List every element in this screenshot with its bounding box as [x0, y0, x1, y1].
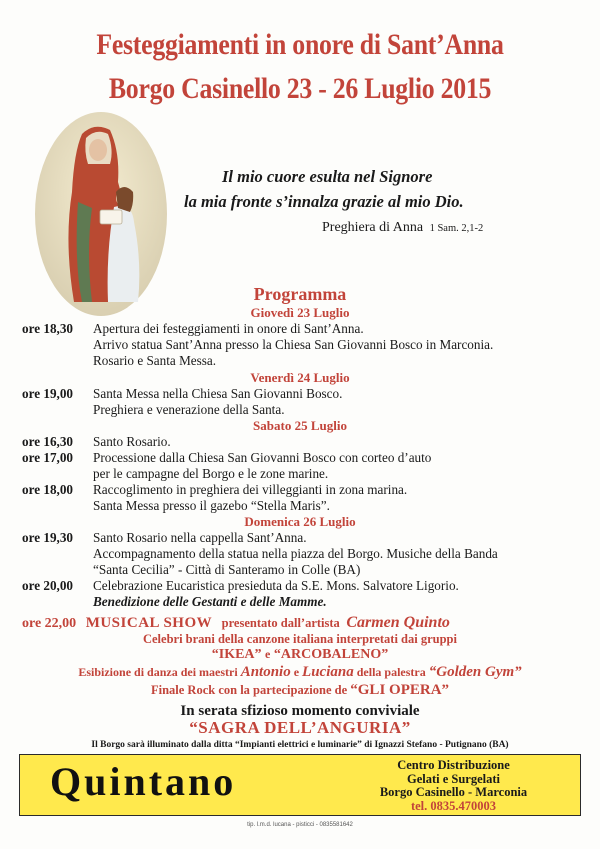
show-groups: [0, 647, 600, 663]
sponsor-line: Gelati e Surgelati: [406, 771, 501, 786]
entry-time: ore 17,00: [22, 450, 74, 465]
sponsor-details: [346, 759, 561, 813]
entry-text: Santo Rosario.: [93, 434, 171, 449]
group-and: e: [265, 647, 271, 661]
entry-time: ore 18,30: [22, 321, 74, 336]
day-heading: Domenica 26 Luglio: [244, 514, 356, 529]
entry-time: ore 18,00: [22, 482, 74, 497]
group-2: “ARCOBALENO”: [273, 647, 389, 662]
page-subtitle: Borgo Casinello 23 - 26 Luglio 2015: [108, 72, 492, 105]
lighting-note: Il Borgo sarà illuminato dalla ditta “Impianti elettrici e luminarie” di Ignazzi Stefano - Putignano (BA): [91, 740, 509, 750]
entry-text: Celebrazione Eucaristica presieduta da S.E. Mons. Salvatore Ligorio.: [93, 578, 459, 593]
evening-line: In serata sfizioso momento conviviale: [180, 703, 420, 719]
rock-prefix: Finale Rock con la partecipazione de: [150, 683, 348, 697]
show-presented-by: presentato dall’artista: [221, 616, 340, 630]
dancer-2: Luciana: [302, 664, 354, 680]
entry-text: Raccoglimento in preghiera dei villeggianti in zona marina.: [93, 482, 408, 497]
dance-prefix: Esibizione di danza dei maestri: [78, 665, 238, 679]
quote-line-1: Il mio cuore esulta nel Signore: [222, 167, 433, 186]
sagra-title: “SAGRA DELL’ANGURIA”: [189, 718, 411, 737]
quote-attribution-text: Preghiera di Anna: [322, 220, 424, 235]
entry-time: ore 16,30: [22, 434, 74, 449]
show-line-1: [22, 614, 450, 632]
entry-text: Preghiera e venerazione della Santa.: [93, 402, 285, 417]
entry-text: Processione dalla Chiesa San Giovanni Bosco con corteo d’auto: [93, 450, 432, 465]
entry-text: Santo Rosario nella cappella Sant’Anna.: [93, 530, 307, 545]
rock-line: [0, 682, 600, 699]
dancer-1: Antonio: [240, 664, 291, 680]
sponsor-name: Quintano: [50, 759, 237, 804]
sponsor-line: Borgo Casinello - Marconia: [379, 785, 528, 799]
show-line-2: Celebri brani della canzone italiana interpretati dai gruppi: [142, 632, 457, 646]
quote-attribution: [322, 220, 483, 236]
group-1: “IKEA”: [211, 647, 262, 662]
show-title: MUSICAL SHOW: [85, 615, 213, 631]
entry-text: Santa Messa presso il gazebo “Stella Maris”.: [93, 498, 330, 513]
day-heading: Giovedì 23 Luglio: [250, 305, 350, 320]
dance-line: [0, 664, 600, 681]
gym-prefix: della palestra: [356, 665, 426, 679]
dance-and: e: [293, 665, 300, 679]
sponsor-phone: tel. 0835.470003: [410, 798, 497, 813]
quote-line-2: la mia fronte s’innalza grazie al mio Dio.: [184, 192, 464, 211]
entry-text: Arrivo statua Sant’Anna presso la Chiesa San Giovanni Bosco in Marconia.: [93, 337, 494, 352]
entry-text: “Santa Cecilia” - Città di Santeramo in Colle (BA): [93, 562, 361, 577]
entry-time: ore 19,30: [22, 530, 74, 545]
show-time: ore 22,00: [22, 616, 77, 631]
entry-text: per le campagne del Borgo e le zone marine.: [93, 466, 329, 481]
print-credit: tip. l.m.d. lucana - pisticci - 0835581642: [247, 822, 353, 828]
saint-anne-image: [34, 112, 168, 317]
quote-reference: 1 Sam. 2,1-2: [429, 223, 484, 234]
program-heading: Programma: [253, 284, 347, 304]
show-artist: Carmen Quinto: [346, 614, 450, 631]
entry-time: ore 19,00: [22, 386, 74, 401]
entry-text: Apertura dei festeggiamenti in onore di Sant’Anna.: [93, 321, 364, 336]
entry-text: Santa Messa nella Chiesa San Giovanni Bosco.: [93, 386, 343, 401]
day-heading: Sabato 25 Luglio: [253, 418, 347, 433]
entry-text: Rosario e Santa Messa.: [93, 353, 217, 368]
entry-time: ore 20,00: [22, 578, 74, 593]
page-title: Festeggiamenti in onore di Sant’Anna: [96, 28, 504, 61]
entry-text: Accompagnamento della statua nella piazza del Borgo. Musiche della Banda: [93, 546, 498, 561]
day-heading: Venerdì 24 Luglio: [250, 370, 350, 385]
gym-name: “Golden Gym”: [428, 664, 522, 680]
blessing-note: Benedizione delle Gestanti e delle Mamme.: [93, 594, 327, 609]
rock-band: “GLI OPERA”: [350, 682, 450, 698]
sponsor-line: Centro Distribuzione: [397, 758, 510, 772]
